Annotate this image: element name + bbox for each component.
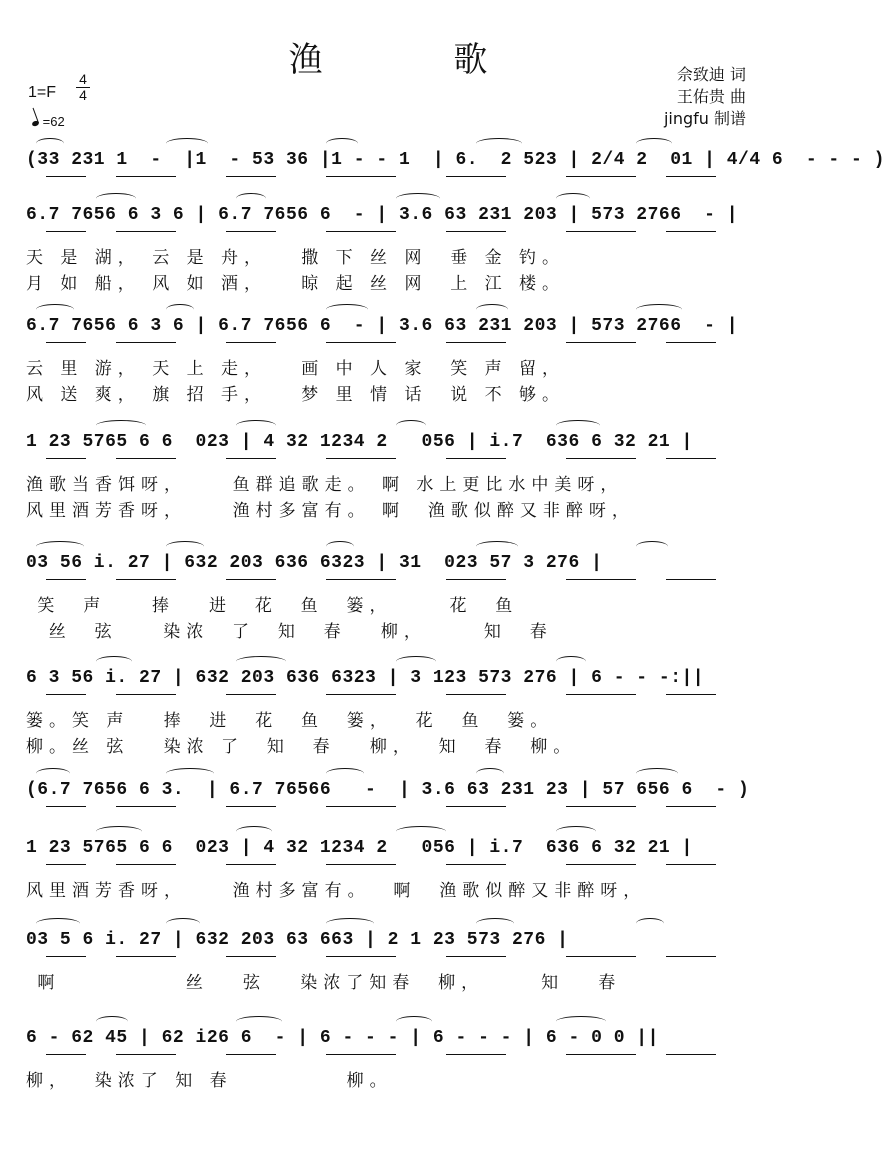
- song-title: 渔 歌: [288, 40, 548, 80]
- slur-mark: [96, 1016, 128, 1027]
- slur-mark: [166, 918, 200, 929]
- beam-line: [566, 458, 636, 459]
- lyric-row: 风里酒芳香呀， 渔村多富有。 啊 渔歌似醉又非醉呀，: [26, 501, 635, 521]
- notation-row: 6.7 7656 6 3 6 | 6.7 7656 6 - | 3.6 63 231 203 | 573 2766 - |: [26, 316, 739, 336]
- slur-mark: [636, 541, 668, 552]
- slur-mark: [166, 304, 194, 315]
- notation-row: 03 5 6 i. 27 | 632 203 63 663 | 2 1 23 573 276 |: [26, 930, 569, 950]
- underline-row: [26, 956, 752, 960]
- slur-mark: [556, 826, 596, 837]
- beam-line: [566, 579, 636, 580]
- time-signature: [76, 72, 90, 103]
- tempo-marking: [32, 114, 65, 129]
- slur-mark: [326, 541, 354, 552]
- slur-mark: [556, 193, 590, 204]
- beam-line: [46, 231, 86, 232]
- beam-line: [46, 694, 86, 695]
- lyric-row: 月 如 船， 风 如 酒， 晾 起 丝 网 上 江 楼。: [26, 274, 566, 294]
- slur-mark: [396, 193, 440, 204]
- lyric-row: 风里酒芳香呀， 渔村多富有。 啊 渔歌似醉又非醉呀，: [26, 881, 647, 901]
- slur-mark: [326, 138, 358, 149]
- beam-line: [326, 864, 396, 865]
- beam-line: [116, 342, 176, 343]
- lyric-row: 柳， 染浓了 知 春 柳。: [26, 1071, 393, 1091]
- slur-mark: [236, 193, 266, 204]
- slur-mark: [476, 304, 508, 315]
- lyric-row: 啊 丝 弦 染浓了知春 柳， 知 春: [26, 973, 622, 993]
- lyric-row: 篓。笑 声 捧 进 花 鱼 篓， 花 鱼 篓。: [26, 711, 554, 731]
- beam-line: [326, 458, 396, 459]
- notation-row: 6 - 62 45 | 62 i26 6 - | 6 - - - | 6 - - - | 6 - 0 0 ||: [26, 1028, 659, 1048]
- notation-row: 03 56 i. 27 | 632 203 636 6323 | 31 023 57 3 276 |: [26, 553, 603, 573]
- beam-line: [446, 694, 506, 695]
- beam-line: [446, 458, 506, 459]
- beam-line: [666, 694, 716, 695]
- slur-mark: [396, 656, 436, 667]
- beam-line: [46, 342, 86, 343]
- underline-row: [26, 231, 752, 235]
- beam-line: [666, 458, 716, 459]
- beam-line: [116, 694, 176, 695]
- slur-mark: [236, 420, 276, 431]
- lyric-row: 天 是 湖， 云 是 舟， 撒 下 丝 网 垂 金 钓。: [26, 248, 566, 268]
- slur-mark: [236, 1016, 282, 1027]
- time-signature-top: 4: [79, 71, 87, 87]
- lyric-row: 丝 弦 染浓 了 知 春 柳， 知 春: [26, 622, 553, 642]
- beam-line: [46, 579, 86, 580]
- beam-line: [326, 1054, 396, 1055]
- slur-mark: [476, 918, 514, 929]
- beam-line: [326, 806, 396, 807]
- slur-mark: [236, 826, 272, 837]
- beam-line: [226, 694, 276, 695]
- slur-mark: [556, 656, 586, 667]
- beam-line: [46, 1054, 86, 1055]
- underline-row: [26, 342, 752, 346]
- slur-mark: [476, 768, 504, 779]
- transcriber-credit: jingfu 制谱: [663, 109, 746, 128]
- underline-row: [26, 176, 752, 180]
- lyric-row: 柳。丝 弦 染浓 了 知 春 柳， 知 春 柳。: [26, 737, 577, 757]
- slur-mark: [166, 768, 214, 779]
- composer-credit: 王佑贵 曲: [676, 87, 746, 106]
- slur-mark: [96, 420, 146, 431]
- slur-mark: [96, 826, 142, 837]
- slur-mark: [326, 304, 368, 315]
- beam-line: [226, 956, 276, 957]
- notation-row: 6.7 7656 6 3 6 | 6.7 7656 6 - | 3.6 63 231 203 | 573 2766 - |: [26, 205, 739, 225]
- beam-line: [666, 231, 716, 232]
- beam-line: [666, 864, 716, 865]
- beam-line: [666, 579, 716, 580]
- beam-line: [226, 864, 276, 865]
- slur-mark: [96, 656, 132, 667]
- slur-mark: [36, 768, 70, 779]
- beam-line: [666, 956, 716, 957]
- beam-line: [446, 1054, 506, 1055]
- beam-line: [226, 1054, 276, 1055]
- slur-mark: [556, 420, 600, 431]
- beam-line: [46, 176, 86, 177]
- beam-line: [226, 231, 276, 232]
- time-signature-bottom: 4: [76, 87, 90, 103]
- slur-mark: [556, 1016, 606, 1027]
- slur-mark: [166, 541, 204, 552]
- beam-line: [326, 231, 396, 232]
- slur-mark: [326, 918, 374, 929]
- beam-line: [326, 176, 396, 177]
- beam-line: [566, 694, 636, 695]
- slur-mark: [36, 918, 80, 929]
- beam-line: [226, 458, 276, 459]
- slur-mark: [476, 541, 518, 552]
- beam-line: [326, 694, 396, 695]
- key-signature: 1=F: [28, 84, 57, 101]
- beam-line: [226, 806, 276, 807]
- slur-mark: [636, 138, 672, 149]
- slur-mark: [36, 138, 64, 149]
- slur-mark: [636, 918, 664, 929]
- tempo-value: =62: [42, 114, 65, 129]
- beam-line: [116, 956, 176, 957]
- beam-line: [46, 956, 86, 957]
- slur-mark: [636, 768, 678, 779]
- beam-line: [116, 806, 176, 807]
- beam-line: [326, 956, 396, 957]
- slur-mark: [326, 768, 364, 779]
- beam-line: [116, 458, 176, 459]
- slur-mark: [166, 138, 208, 149]
- notation-row: 1 23 5765 6 6 023 | 4 32 1234 2 056 | i.7 636 6 32 21 |: [26, 838, 693, 858]
- slur-mark: [636, 304, 682, 315]
- beam-line: [666, 1054, 716, 1055]
- beam-line: [446, 579, 506, 580]
- beam-line: [116, 231, 176, 232]
- notation-row: 1 23 5765 6 6 023 | 4 32 1234 2 056 | i.7 636 6 32 21 |: [26, 432, 693, 452]
- beam-line: [226, 176, 276, 177]
- beam-line: [566, 1054, 636, 1055]
- underline-row: [26, 1054, 752, 1058]
- slur-mark: [396, 1016, 432, 1027]
- beam-line: [116, 176, 176, 177]
- notation-row: (6.7 7656 6 3. | 6.7 76566 - | 3.6 63 231 23 | 57 656 6 - ): [26, 780, 750, 800]
- lyric-row: 云 里 游， 天 上 走， 画 中 人 家 笑 声 留，: [26, 359, 566, 379]
- beam-line: [566, 806, 636, 807]
- beam-line: [666, 342, 716, 343]
- slur-mark: [36, 304, 74, 315]
- beam-line: [46, 864, 86, 865]
- beam-line: [226, 342, 276, 343]
- beam-line: [566, 231, 636, 232]
- slur-mark: [396, 826, 446, 837]
- beam-line: [116, 579, 176, 580]
- lyric-row: 渔歌当香饵呀， 鱼群追歌走。 啊 水上更比水中美呀，: [26, 475, 624, 495]
- slur-mark: [476, 138, 522, 149]
- beam-line: [226, 579, 276, 580]
- beam-line: [666, 806, 716, 807]
- notation-row: (33 231 1 - |1 - 53 36 |1 - - 1 | 6. 2 523 | 2/4 2 01 | 4/4 6 - - - ): [26, 150, 885, 170]
- underline-row: [26, 694, 752, 698]
- beam-line: [446, 176, 506, 177]
- beam-line: [446, 231, 506, 232]
- slur-mark: [396, 420, 426, 431]
- underline-row: [26, 806, 752, 810]
- lyric-row: 风 送 爽， 旗 招 手， 梦 里 情 话 说 不 够。: [26, 385, 566, 405]
- quarter-note-icon: [31, 120, 39, 127]
- beam-line: [116, 1054, 176, 1055]
- lyricist-credit: 佘致迪 词: [676, 65, 746, 84]
- underline-row: [26, 458, 752, 462]
- underline-row: [26, 579, 752, 583]
- beam-line: [326, 579, 396, 580]
- slur-mark: [96, 193, 136, 204]
- beam-line: [446, 806, 506, 807]
- slur-mark: [236, 656, 286, 667]
- underline-row: [26, 864, 752, 868]
- beam-line: [446, 342, 506, 343]
- beam-line: [46, 806, 86, 807]
- beam-line: [446, 956, 506, 957]
- beam-line: [566, 864, 636, 865]
- beam-line: [46, 458, 86, 459]
- beam-line: [326, 342, 396, 343]
- beam-line: [566, 176, 636, 177]
- beam-line: [116, 864, 176, 865]
- beam-line: [666, 176, 716, 177]
- lyric-row: 笑 声 捧 进 花 鱼 篓， 花 鱼: [26, 596, 519, 616]
- notation-row: 6 3 56 i. 27 | 632 203 636 6323 | 3 123 573 276 | 6 - - -:||: [26, 668, 705, 688]
- beam-line: [566, 956, 636, 957]
- beam-line: [566, 342, 636, 343]
- beam-line: [446, 864, 506, 865]
- slur-mark: [36, 541, 84, 552]
